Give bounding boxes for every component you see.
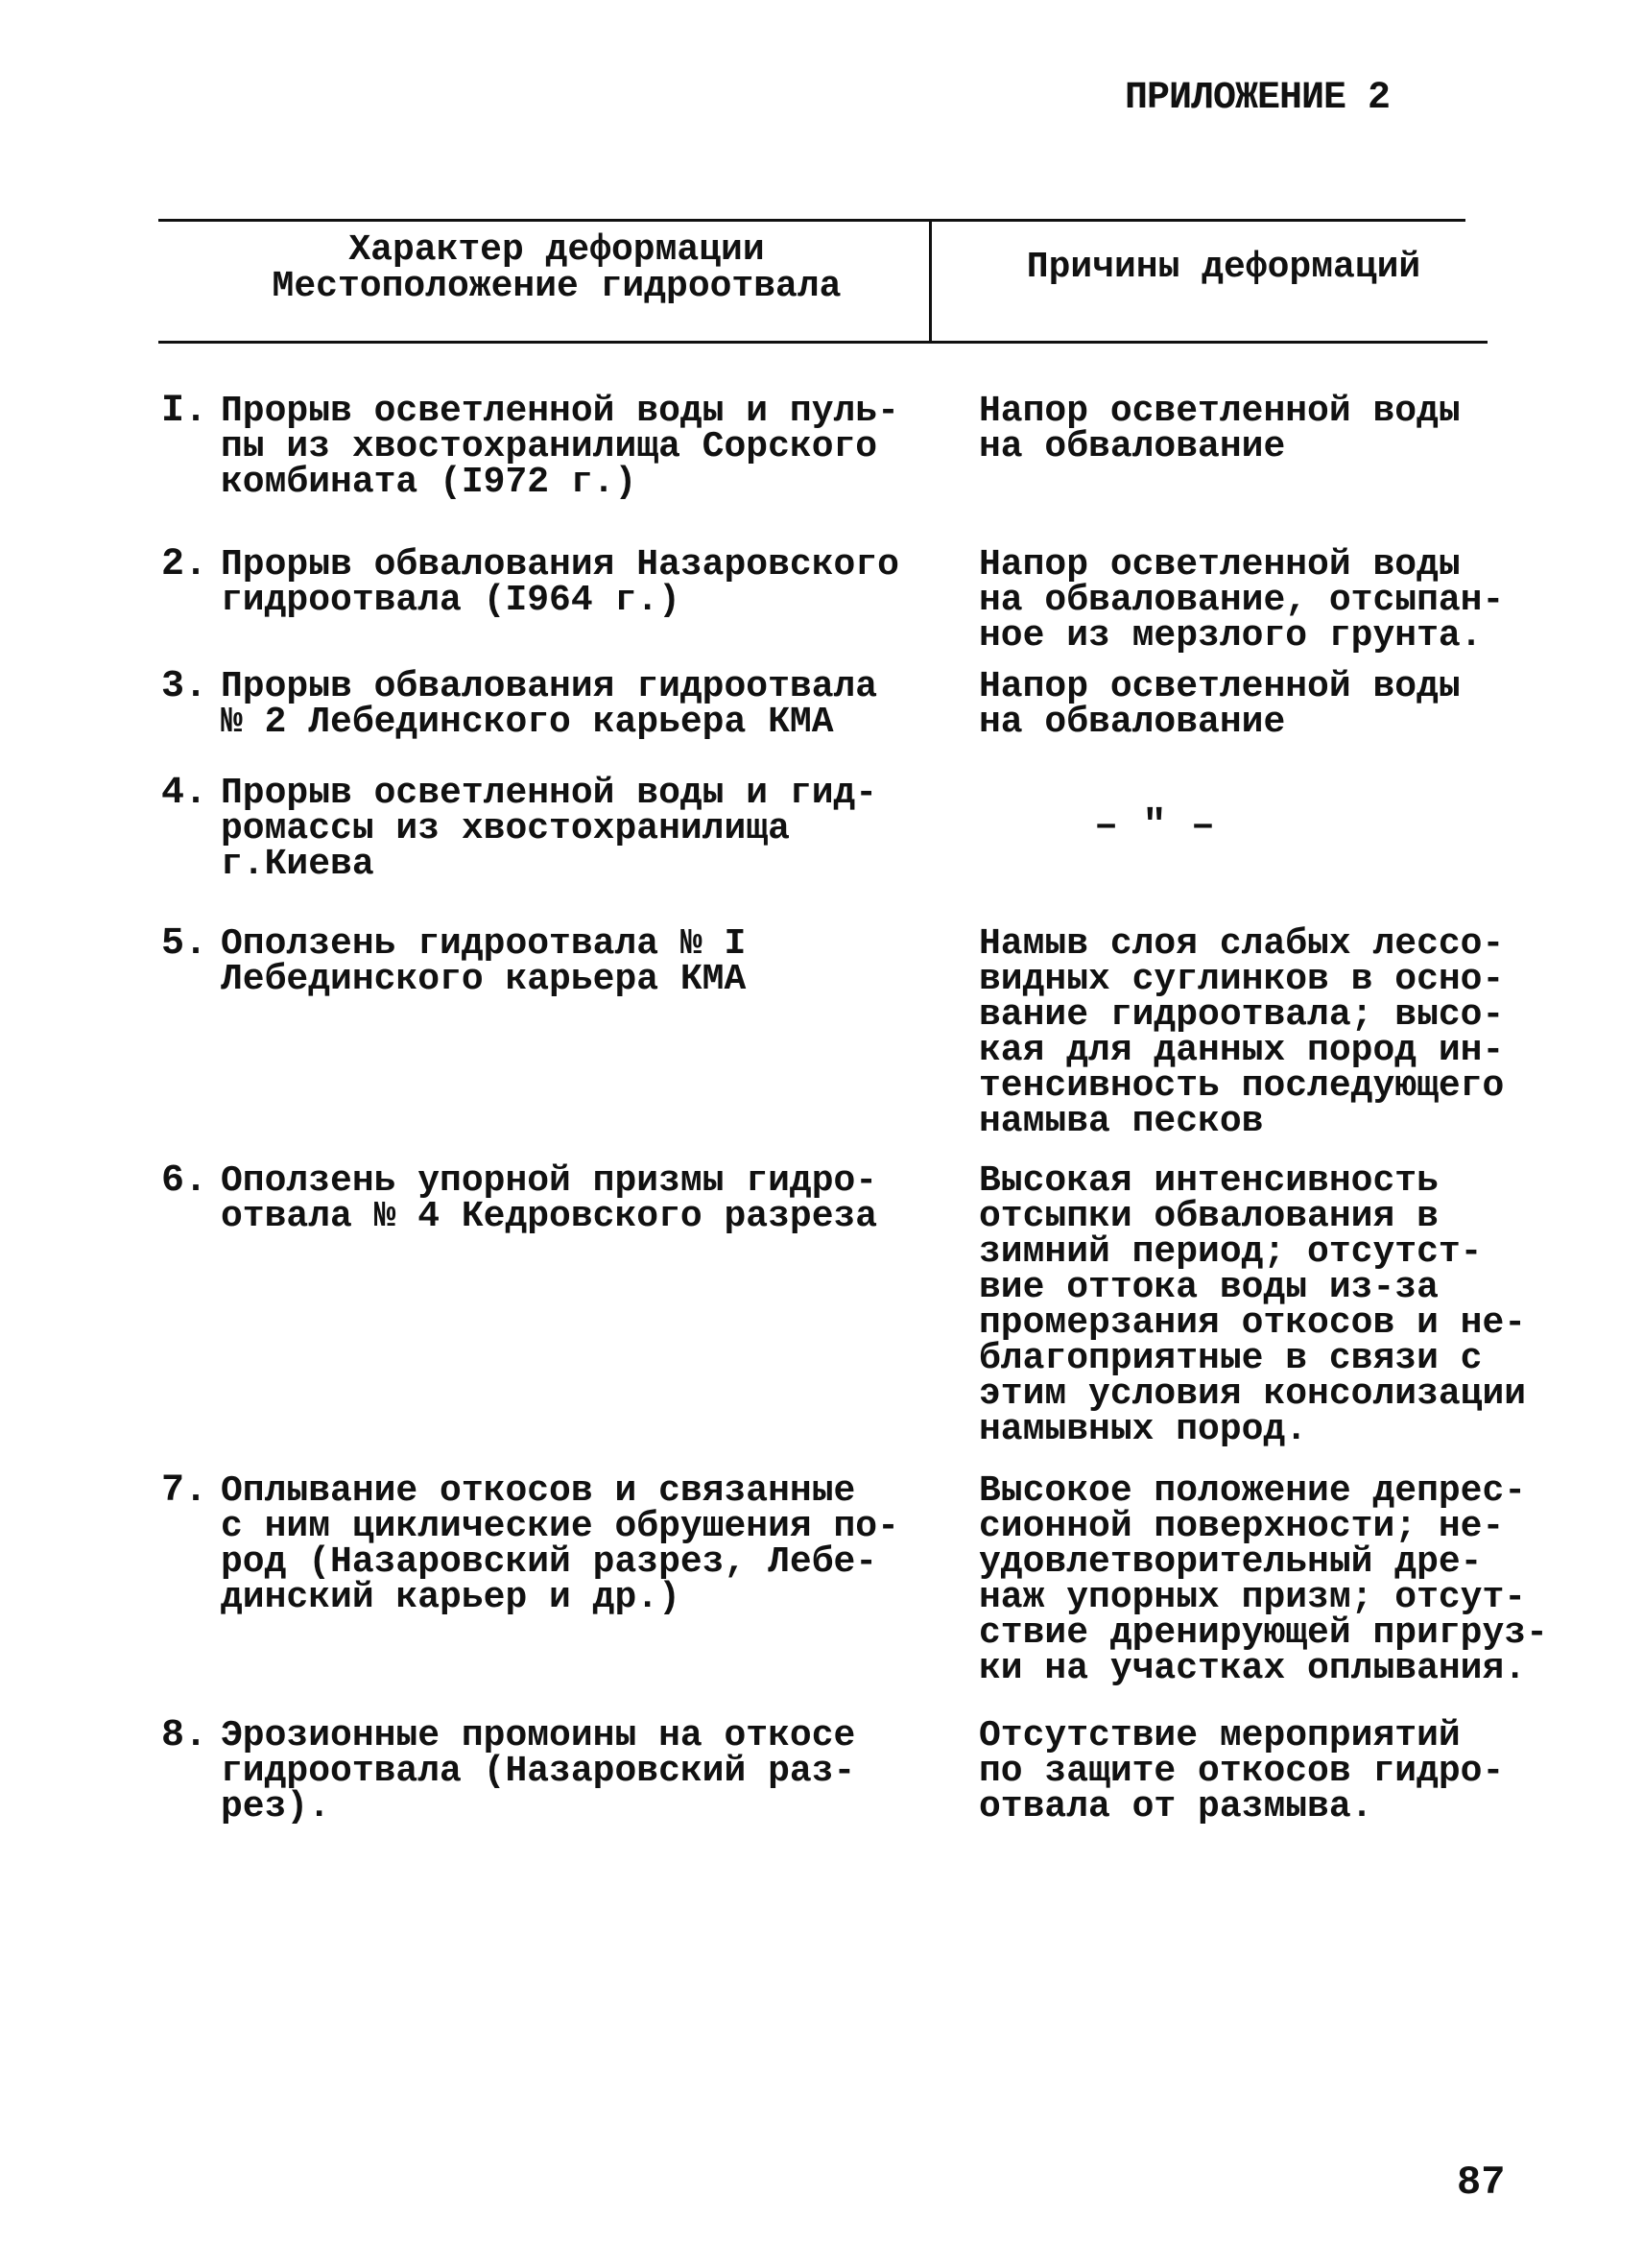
row-deformation: Прорыв осветленной воды и гид- ромассы из хвостохранилища г.Киева [221, 773, 878, 885]
table-header-bottom-rule [158, 341, 1488, 344]
row-deformation: Прорыв обвалования гидроотвала № 2 Лебединского карьера КМА [221, 666, 878, 743]
row-number: 6. [161, 1159, 208, 1203]
row-deformation: Прорыв обвалования Назаровского гидроотвала (I964 г.) [221, 544, 899, 621]
row-number: 7. [161, 1469, 208, 1513]
row-number: 5. [161, 922, 208, 966]
row-cause: Напор осветленной воды на обвалование [979, 666, 1461, 743]
row-deformation: Оползень упорной призмы гидро- отвала № 4 Кедровского разреза [221, 1160, 878, 1237]
row-cause: Напор осветленной воды на обвалование, отсыпан- ное из мерзлого грунта. [979, 544, 1505, 657]
table-column-divider [929, 219, 932, 344]
row-cause: Высокая интенсивность отсыпки обвалования в зимний период; отсутст- вие оттока воды из-за промерзания откосов и не- благоприятные в связи с этим условия консолизации намывных пород. [979, 1160, 1527, 1450]
row-cause: Отсутствие мероприятий по защите откосов гидро- отвала от размыва. [979, 1715, 1505, 1827]
table-top-rule [158, 219, 1465, 222]
row-deformation: Оползень гидроотвала № I Лебединского карьера КМА [221, 923, 747, 1000]
header-causes: Причины деформаций [1026, 247, 1421, 288]
row-deformation: Эрозионные промоины на откосе гидроотвала (Назаровский раз- рез). [221, 1715, 856, 1827]
page-number: 87 [1457, 2160, 1506, 2206]
header-deformation-type: Характер деформации [348, 229, 765, 271]
row-cause: Высокое положение депрес- сионной поверхности; не- удовлетворительный дре- наж упорных призм; отсут- ствие дренирующей пригруз- ки на участках оплывания. [979, 1470, 1548, 1689]
row-deformation: Оплывание откосов и связанные с ним циклические обрушения по- род (Назаровский разрез, Лебе- динский карьер и др.) [221, 1470, 899, 1618]
row-cause: Намыв слоя слабых лессо- видных суглинков в осно- вание гидроотвала; высо- кая для данных пород ин- тенсивность последующего намыва песков [979, 923, 1505, 1142]
row-number: 4. [161, 772, 208, 815]
row-number: 8. [161, 1714, 208, 1757]
row-number: I. [161, 390, 208, 433]
row-number: 2. [161, 543, 208, 586]
row-cause: Напор осветленной воды на обвалование [979, 391, 1461, 467]
row-number: 3. [161, 665, 208, 708]
header-location: Местоположение гидроотвала [272, 266, 842, 307]
header-deformation-location [192, 229, 921, 307]
row-cause-ditto: – " – [1094, 802, 1216, 848]
row-deformation: Прорыв осветленной воды и пуль- пы из хвостохранилища Сорского комбината (I972 г.) [221, 391, 899, 503]
appendix-label: ПРИЛОЖЕНИЕ 2 [1125, 77, 1391, 120]
